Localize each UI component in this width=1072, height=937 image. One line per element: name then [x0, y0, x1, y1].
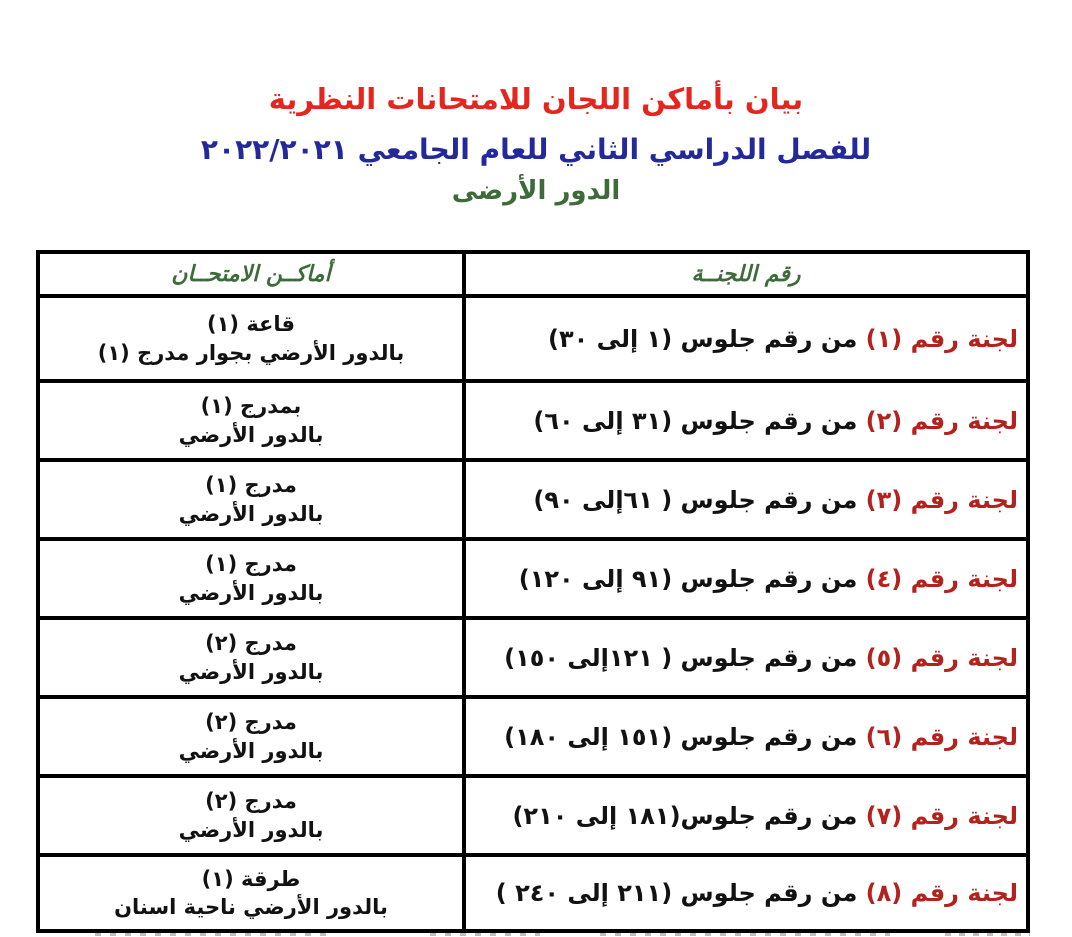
seat-range-text: من رقم جلوس ( ٦١إلى ٩٠) — [533, 485, 858, 514]
location-cell — [38, 460, 464, 539]
table-row — [38, 460, 1028, 539]
location-cell — [38, 381, 464, 460]
location-line2: بالدور الأرضي — [178, 817, 324, 842]
location-line1: مدرج (٢) — [205, 789, 297, 814]
committee-number-label: لجنة رقم (١) — [865, 324, 1018, 353]
table-row — [38, 855, 1028, 931]
location-line1: قاعة (١) — [206, 312, 296, 337]
location-cell — [38, 296, 464, 381]
location-cell — [38, 776, 464, 855]
seat-range-text: من رقم جلوس (٣١ إلى ٦٠) — [533, 406, 858, 435]
location-cell — [38, 855, 464, 931]
seat-range-text: من رقم جلوس (١٥١ إلى ١٨٠) — [504, 722, 858, 751]
location-line2: بالدور الأرضي — [178, 738, 324, 763]
floor-label: الدور الأرضى — [451, 176, 621, 207]
table-row — [38, 618, 1028, 697]
committee-cell — [464, 296, 1028, 381]
table-row — [38, 776, 1028, 855]
document-title: بيان بأماكن اللجان للامتحانات النظرية — [268, 82, 804, 116]
committee-cell — [464, 460, 1028, 539]
location-line1: مدرج (١) — [205, 552, 297, 577]
table-row — [38, 697, 1028, 776]
committee-cell — [464, 381, 1028, 460]
seat-range-text: من رقم جلوس (٩١ إلى ١٢٠) — [518, 564, 858, 593]
document-header — [0, 82, 1072, 208]
committee-number-label: لجنة رقم (٧) — [865, 801, 1018, 830]
seat-range-text: من رقم جلوس (٢١١ إلى ٢٤٠ ) — [495, 879, 858, 907]
seat-range-text: من رقم جلوس (١ إلى ٣٠) — [548, 324, 858, 353]
committee-cell — [464, 776, 1028, 855]
clipped-text-fragment — [600, 933, 890, 936]
committee-number-label: لجنة رقم (٣) — [865, 485, 1018, 514]
committee-number-label: لجنة رقم (٦) — [865, 722, 1018, 751]
clipped-text-fragment — [430, 933, 540, 936]
location-line1: بمدرج (١) — [200, 394, 302, 419]
location-line2: بالدور الأرضي — [178, 580, 324, 605]
seat-range-text: من رقم جلوس(١٨١ إلى ٢١٠) — [512, 801, 858, 830]
location-cell — [38, 697, 464, 776]
location-cell — [38, 618, 464, 697]
clipped-text-fragment — [95, 933, 335, 936]
table-row — [38, 539, 1028, 618]
location-line2: بالدور الأرضي — [178, 501, 324, 526]
committee-number-label: لجنة رقم (٥) — [865, 643, 1018, 672]
column-header-exam-locations: أماكــن الامتحــان — [38, 252, 464, 296]
location-line2: بالدور الأرضي بجوار مدرج (١) — [97, 340, 405, 365]
table-header-row — [38, 252, 1028, 296]
seat-range-text: من رقم جلوس ( ١٢١إلى ١٥٠) — [504, 643, 858, 672]
committee-cell — [464, 855, 1028, 931]
committee-cell — [464, 618, 1028, 697]
committee-cell — [464, 539, 1028, 618]
column-header-committee-number: رقم اللجنــة — [464, 252, 1028, 296]
location-line1: طرقة (١) — [201, 866, 301, 891]
location-line1: مدرج (٢) — [205, 710, 297, 735]
location-cell — [38, 539, 464, 618]
location-line2: بالدور الأرضي — [178, 659, 324, 684]
committee-number-label: لجنة رقم (٢) — [865, 406, 1018, 435]
location-line1: مدرج (٢) — [205, 631, 297, 656]
location-line1: مدرج (١) — [205, 473, 297, 498]
location-line2: بالدور الأرضي — [178, 422, 324, 447]
location-line2: بالدور الأرضي ناحية اسنان — [114, 895, 388, 919]
committee-number-label: لجنة رقم (٤) — [865, 564, 1018, 593]
committees-table — [36, 250, 1030, 933]
document-subtitle: للفصل الدراسي الثاني للعام الجامعي ٢٠٢٢/٢٠٢١ — [200, 132, 872, 166]
table-row — [38, 296, 1028, 381]
clipped-text-fragment — [945, 933, 1030, 936]
table-row — [38, 381, 1028, 460]
committee-number-label: لجنة رقم (٨) — [865, 879, 1018, 907]
committee-cell — [464, 697, 1028, 776]
